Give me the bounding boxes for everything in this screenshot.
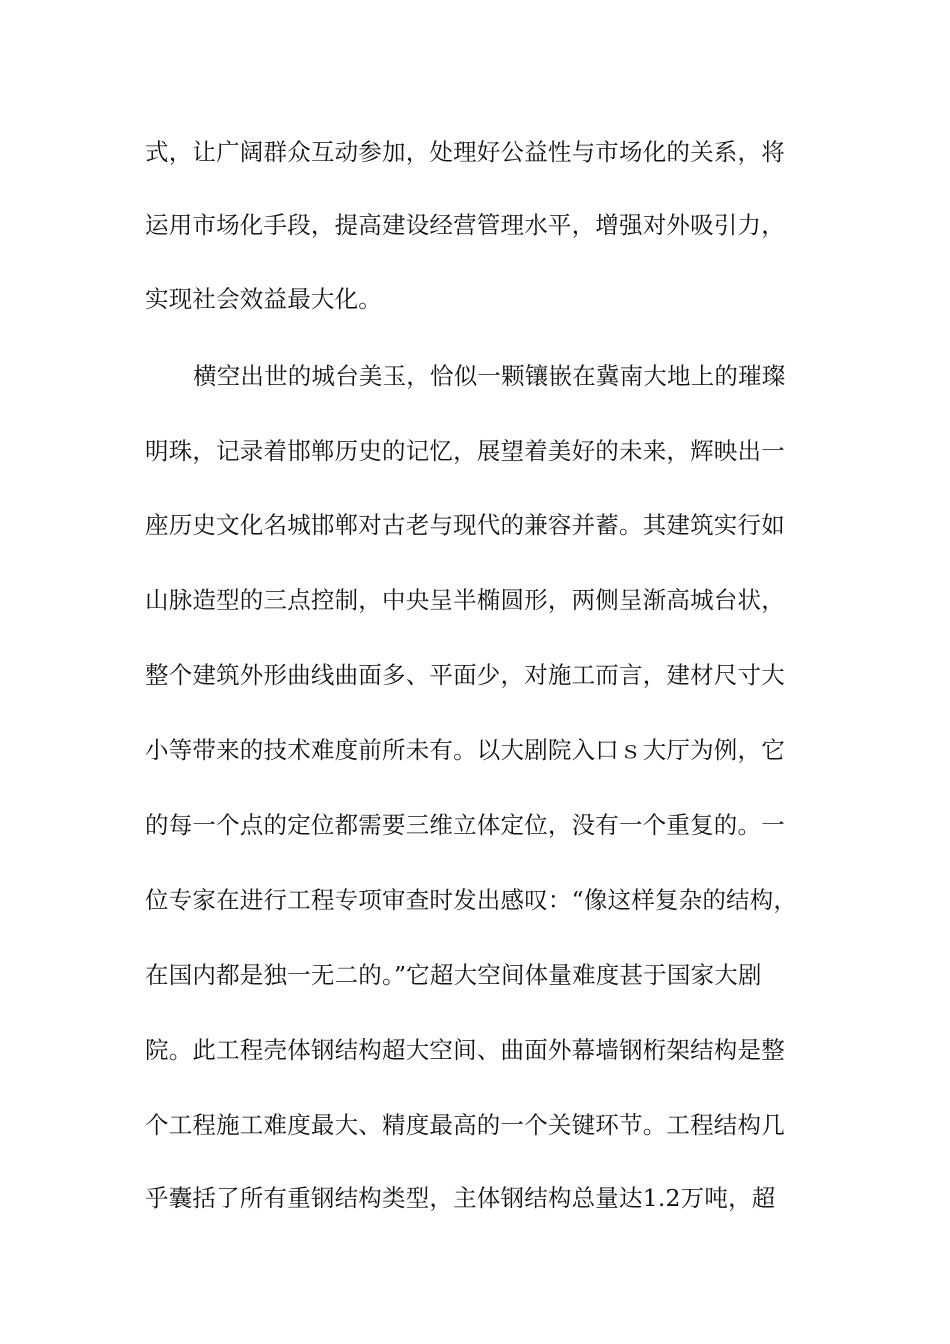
- text-line-15: 乎囊括了所有重钢结构类型，主体钢结构总量达1.2万吨，超: [145, 1184, 776, 1212]
- text-line-9: 小等带来的技术难度前所未有。以大剧院入口ｓ大厅为例，它: [145, 736, 785, 764]
- text-line-11: 位专家在进行工程专项审查时发出感叹：“像这样复杂的结构，: [145, 886, 798, 914]
- text-line-4: 横空出世的城台美玉，恰似一颗镶嵌在冀南大地上的璀璨: [193, 362, 786, 390]
- text-line-6: 座历史文化名城邯郸对古老与现代的兼容并蓄。其建筑实行如: [145, 511, 785, 539]
- text-line-14: 个工程施工难度最大、精度最高的一个关键环节。工程结构几: [145, 1111, 785, 1139]
- text-line-13: 院。此工程壳体钢结构超大空间、曲面外幕墙钢桁架结构是整: [145, 1036, 785, 1064]
- text-line-1: 式，让广阔群众互动参加，处理好公益性与市场化的关系，将: [145, 138, 785, 166]
- text-line-3: 实现社会效益最大化。: [145, 285, 382, 313]
- text-line-7: 山脉造型的三点控制，中央呈半椭圆形，两侧呈渐高城台状，: [145, 586, 785, 614]
- text-line-2: 运用市场化手段，提高建设经营管理水平，增强对外吸引力，: [145, 211, 785, 239]
- text-line-12: 在国内都是独一无二的。”它超大空间体量难度甚于国家大剧: [145, 961, 762, 989]
- text-line-8: 整个建筑外形曲线曲面多、平面少，对施工而言，建材尺寸大: [145, 661, 785, 689]
- text-line-10: 的每一个点的定位都需要三维立体定位，没有一个重复的。一: [145, 811, 785, 839]
- text-line-5: 明珠，记录着邯郸历史的记忆，展望着美好的未来，辉映出一: [145, 437, 785, 465]
